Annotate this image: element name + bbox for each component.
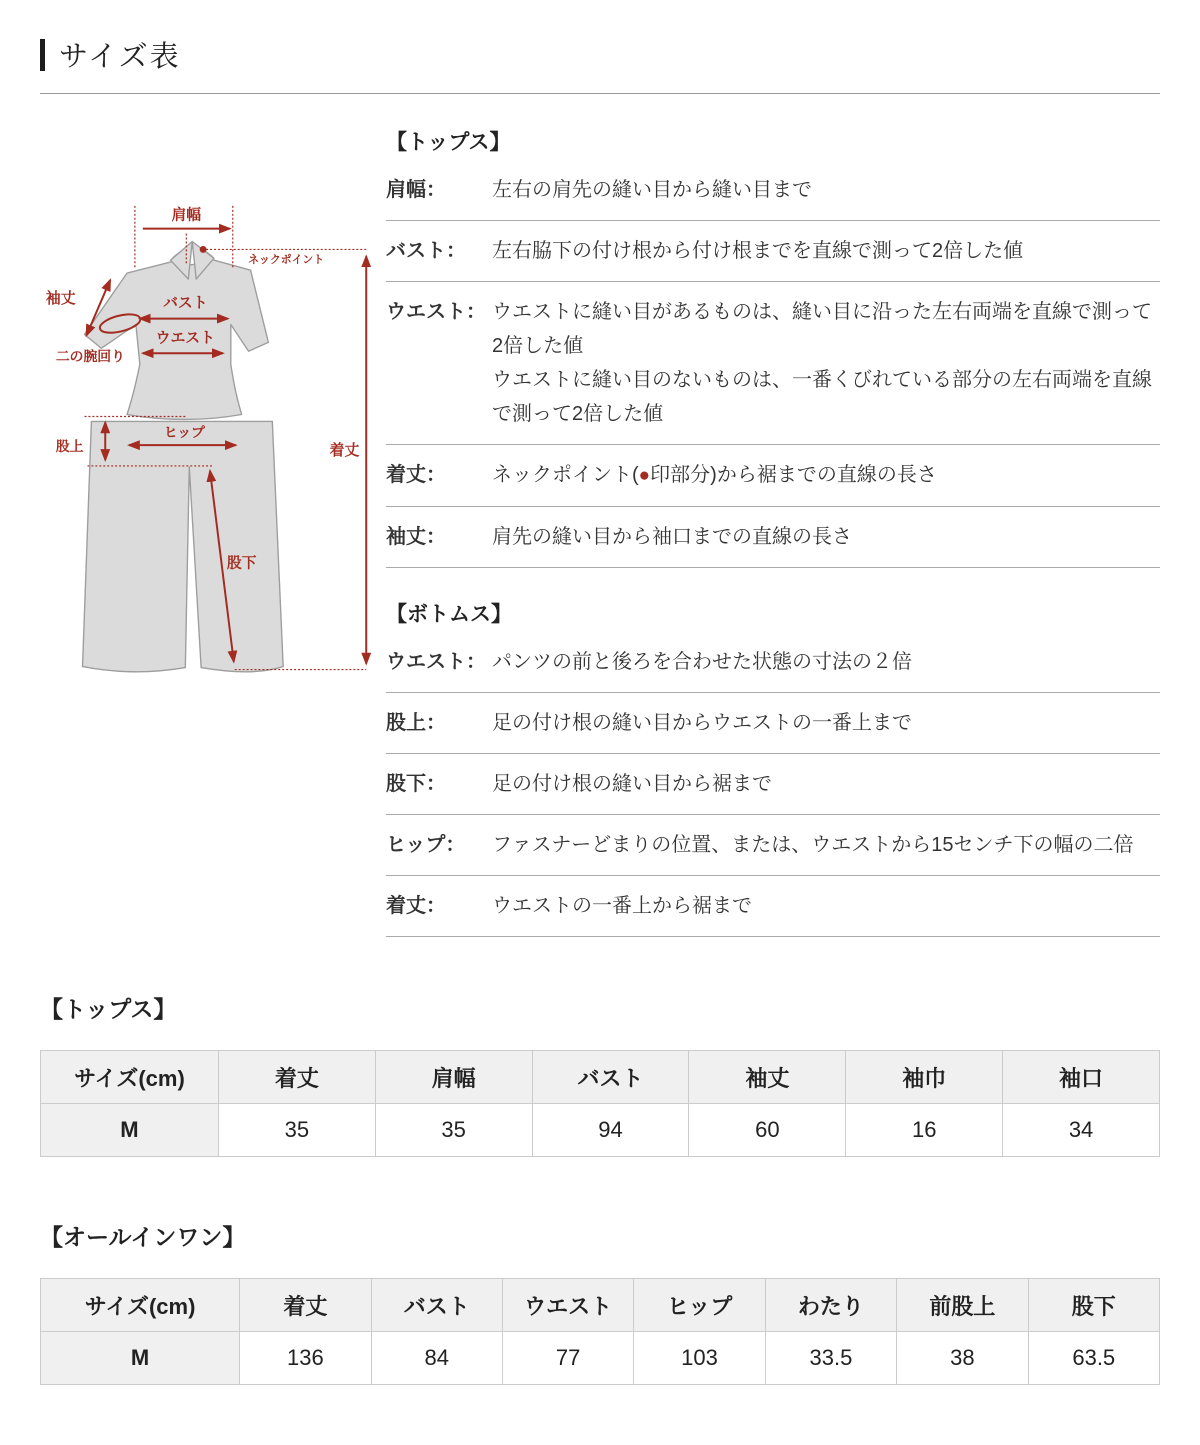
shoulder-width-label: 肩幅 <box>171 207 202 224</box>
neck-point-dot <box>200 246 207 253</box>
column-header: バスト <box>532 1051 689 1104</box>
def-row-length-bottoms <box>386 876 1160 937</box>
allinone-table-heading: 【オールインワン】 <box>40 1224 246 1250</box>
value-cell: 94 <box>532 1104 689 1157</box>
measurement-diagram <box>40 124 386 937</box>
def-text-part: ネックポイント( <box>492 464 639 486</box>
def-text <box>492 458 1160 493</box>
column-header: ウエスト <box>502 1279 633 1332</box>
garment-length-label: 着丈 <box>329 443 360 460</box>
garment-diagram-svg <box>40 196 386 720</box>
column-header: 袖巾 <box>846 1051 1003 1104</box>
pants-shape <box>83 421 284 671</box>
value-cell: 136 <box>240 1332 371 1385</box>
def-row-bust <box>386 221 1160 282</box>
bust-label: バスト <box>163 295 208 312</box>
bottoms-definitions-heading: 【ボトムス】 <box>386 603 512 626</box>
def-term: 着丈： <box>386 895 446 917</box>
def-row-shoulder-width <box>386 160 1160 221</box>
column-header: 袖口 <box>1003 1051 1160 1104</box>
def-text: 肩先の縫い目から袖口までの直線の長さ <box>492 526 852 548</box>
def-row-hip <box>386 815 1160 876</box>
value-cell: 103 <box>634 1332 765 1385</box>
neck-point-dot-glyph: ● <box>638 465 651 486</box>
measurement-definitions <box>386 124 1160 937</box>
tops-table-heading: 【トップス】 <box>40 996 177 1022</box>
tops-definitions-heading: 【トップス】 <box>386 131 511 154</box>
def-text: 足の付け根の縫い目からウエストの一番上まで <box>492 712 912 734</box>
column-header: サイズ(cm) <box>41 1051 219 1104</box>
def-term: 袖丈： <box>386 526 446 548</box>
def-text-line: ウエストに縫い目のないものは、一番くびれている部分の左右両端を直線で測って2倍した値 <box>492 369 1152 425</box>
value-cell: 33.5 <box>765 1332 896 1385</box>
allinone-size-table <box>40 1278 1160 1385</box>
column-header: サイズ(cm) <box>41 1279 240 1332</box>
def-term: 股下： <box>386 773 446 795</box>
def-text-line: ウエストに縫い目があるものは、縫い目に沿った左右両端を直線で測って2倍した値 <box>492 301 1152 357</box>
column-header: 着丈 <box>240 1279 371 1332</box>
column-header: 肩幅 <box>375 1051 532 1104</box>
def-term: 着丈： <box>386 464 446 486</box>
value-cell: 35 <box>218 1104 375 1157</box>
upper-arm-label: 二の腕回り <box>55 348 125 365</box>
inseam-label: 股下 <box>226 555 257 572</box>
page-title: サイズ表 <box>59 41 181 73</box>
def-row-rise <box>386 693 1160 754</box>
def-term: 肩幅： <box>386 179 446 201</box>
tops-size-table <box>40 1050 1160 1157</box>
title-accent-bar <box>40 39 45 71</box>
def-text: 足の付け根の縫い目から裾まで <box>492 773 772 795</box>
def-text <box>492 295 1160 431</box>
measurement-guide <box>40 124 1160 937</box>
table-header-row <box>41 1051 1160 1104</box>
page-header <box>40 34 1160 75</box>
value-cell: 60 <box>689 1104 846 1157</box>
def-row-waist-tops <box>386 282 1160 445</box>
def-row-length-tops <box>386 445 1160 507</box>
title-divider <box>40 93 1160 94</box>
def-row-inseam <box>386 754 1160 815</box>
sleeve-length-label: 袖丈 <box>45 290 76 307</box>
value-cell: 63.5 <box>1028 1332 1159 1385</box>
column-header: 袖丈 <box>689 1051 846 1104</box>
column-header: わたり <box>765 1279 896 1332</box>
column-header: ヒップ <box>634 1279 765 1332</box>
def-row-waist-bottoms <box>386 632 1160 693</box>
neck-point-label: ネックポイント <box>248 254 325 267</box>
value-cell: 38 <box>897 1332 1028 1385</box>
def-text-part: 印部分)から裾までの直線の長さ <box>650 464 937 486</box>
column-header: 前股上 <box>897 1279 1028 1332</box>
hip-label: ヒップ <box>163 424 205 441</box>
def-text: 左右脇下の付け根から付け根までを直線で測って2倍した値 <box>492 240 1024 262</box>
value-cell: 35 <box>375 1104 532 1157</box>
def-row-sleeve-length <box>386 507 1160 568</box>
def-text: 左右の肩先の縫い目から縫い目まで <box>492 179 812 201</box>
def-text: ファスナーどまりの位置、または、ウエストから15センチ下の幅の二倍 <box>492 834 1134 856</box>
def-term: ウエスト： <box>386 651 486 673</box>
def-text: パンツの前と後ろを合わせた状態の寸法の２倍 <box>492 651 912 673</box>
value-cell: 34 <box>1003 1104 1160 1157</box>
def-term: ウエスト： <box>386 301 486 323</box>
def-term: バスト： <box>386 240 466 262</box>
table-row <box>41 1332 1160 1385</box>
def-term: 股上： <box>386 712 446 734</box>
table-row <box>41 1104 1160 1157</box>
size-cell: M <box>41 1332 240 1385</box>
rise-label: 股上 <box>55 438 84 455</box>
value-cell: 84 <box>371 1332 502 1385</box>
def-text: ウエストの一番上から裾まで <box>492 895 752 917</box>
value-cell: 16 <box>846 1104 1003 1157</box>
value-cell: 77 <box>502 1332 633 1385</box>
column-header: 着丈 <box>218 1051 375 1104</box>
column-header: 股下 <box>1028 1279 1159 1332</box>
def-term: ヒップ： <box>386 834 466 856</box>
size-cell: M <box>41 1104 219 1157</box>
table-header-row <box>41 1279 1160 1332</box>
waist-label: ウエスト <box>155 330 215 347</box>
column-header: バスト <box>371 1279 502 1332</box>
